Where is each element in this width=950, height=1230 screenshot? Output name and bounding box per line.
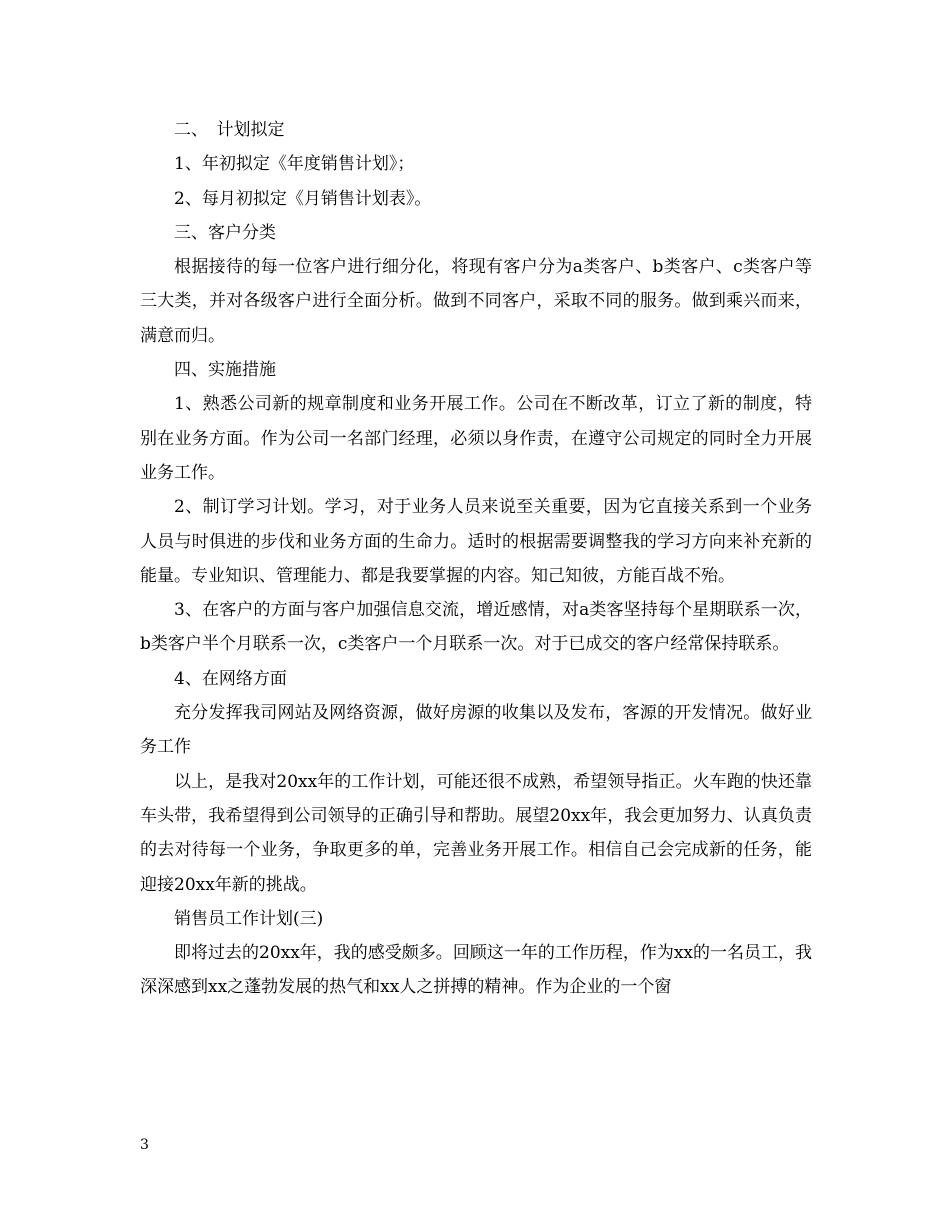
paragraph-section-4-heading: 四、实施措施 [174,360,276,381]
paragraph-customer-classification: 根据接待的每一位客户进行细分化，将现有客户分为a类客户、b类客户、c类客户等三大类，并对各级客户进行全面分析。做到不同客户，采取不同的服务。做到乘兴而来，满意而归。 [140,257,812,346]
page-number: 3 [140,1137,149,1153]
paragraph-plan-item-2: 2、每月初拟定《月销售计划表》。 [174,188,432,209]
paragraph-measure-1: 1、熟悉公司新的规章制度和业务开展工作。公司在不断改革，订立了新的制度，特别在业务方面。作为公司一名部门经理，必须以身作责，在遵守公司规定的同时全力开展业务工作。 [140,394,812,483]
document-body [140,113,812,1005]
paragraph-plan-3-title: 销售员工作计划(三) [174,908,324,929]
paragraph-measure-4-heading: 4、在网络方面 [174,668,287,689]
paragraph-section-2-heading: 二、 计划拟定 [174,120,285,140]
paragraph-measure-3: 3、在客户的方面与客户加强信息交流，增近感情，对a类客坚持每个星期联系一次，b类客户半个月联系一次，c类客户一个月联系一次。对于已成交的客户经常保持联系。 [140,600,812,655]
paragraph-plan-item-1: 1、年初拟定《年度销售计划》； [174,154,415,175]
paragraph-conclusion: 以上，是我对20xx年的工作计划，可能还很不成熟，希望领导指正。火车跑的快还靠车头带，我希望得到公司领导的正确引导和帮助。展望20xx年，我会更加努力、认真负责的去对待每一个业务，争取更多的单，完善业务开展工作。相信自己会完成新的任务，能迎接20xx年新的挑战。 [140,771,812,895]
paragraph-plan-3-intro: 即将过去的20xx年，我的感受颇多。回顾这一年的工作历程，作为xx的一名员工，我深深感到xx之蓬勃发展的热气和xx人之拼搏的精神。作为企业的一个窗 [140,943,812,998]
paragraph-measure-2: 2、制订学习计划。学习，对于业务人员来说至关重要，因为它直接关系到一个业务人员与时俱进的步伐和业务方面的生命力。适时的根据需要调整我的学习方向来补充新的能量。专业知识、管理能力、都是我要掌握的内容。知己知彼，方能百战不殆。 [140,497,812,586]
paragraph-section-3-heading: 三、客户分类 [174,222,276,243]
paragraph-network: 充分发挥我司网站及网络资源，做好房源的收集以及发布，客源的开发情况。做好业务工作 [140,703,812,758]
